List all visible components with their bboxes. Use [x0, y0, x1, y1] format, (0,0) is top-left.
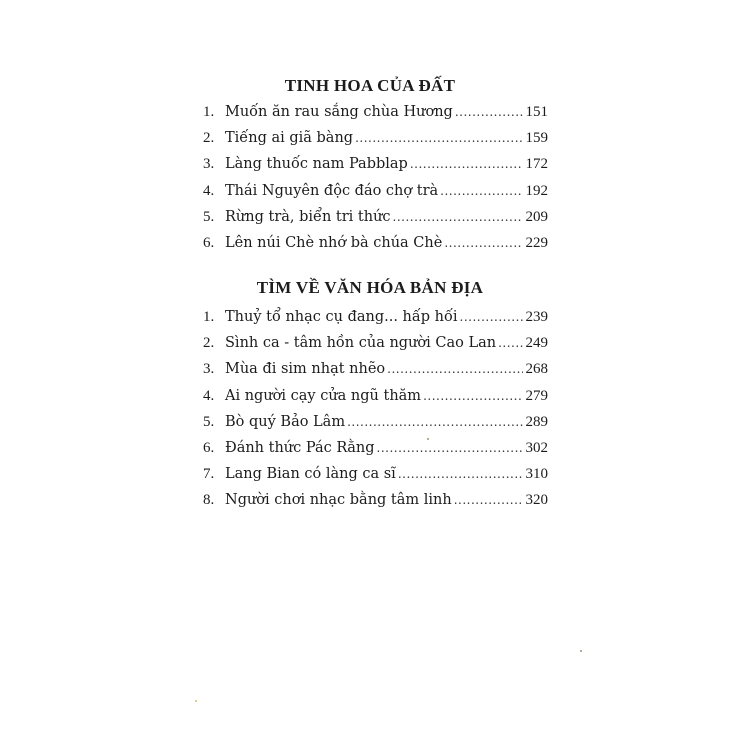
- entry-page-number: 159: [525, 130, 548, 147]
- toc-entry: [203, 209, 548, 235]
- toc-entry: [203, 492, 548, 518]
- toc-entry: [203, 235, 548, 261]
- entry-number: 1.: [203, 104, 215, 120]
- entry-number: 4.: [203, 387, 215, 404]
- entry-number: 7.: [203, 466, 215, 483]
- paper-speck: [427, 438, 429, 440]
- dot-leader: [498, 336, 522, 350]
- dot-leader: [393, 210, 523, 224]
- paper-speck: [580, 650, 582, 652]
- entry-number: 6.: [203, 234, 215, 251]
- entry-number: 1.: [203, 309, 215, 325]
- entry-number: 5.: [203, 208, 215, 225]
- dot-leader: [398, 467, 523, 481]
- entry-number: 2.: [203, 130, 215, 147]
- entry-title: Người chơi nhạc bằng tâm linh: [225, 492, 452, 509]
- dot-leader: [454, 493, 523, 507]
- entry-page-number: 172: [525, 156, 548, 173]
- toc-entry: [203, 466, 548, 492]
- entry-number: 4.: [203, 182, 215, 199]
- entry-page-number: 209: [525, 208, 548, 225]
- toc-entry: [203, 388, 548, 414]
- entry-title: Đánh thức Pác Rằng: [225, 439, 375, 456]
- section-title-tinh-hoa-cua-dat: TINH HOA CỦA ĐẤT: [284, 76, 456, 95]
- entry-title: Làng thuốc nam Pabblap: [225, 156, 408, 173]
- dot-leader: [377, 441, 523, 455]
- entry-title: Bò quý Bảo Lâm: [225, 413, 346, 430]
- toc-entry: [203, 440, 548, 466]
- entry-page-number: 239: [525, 309, 548, 325]
- toc-entry: [203, 414, 548, 440]
- entry-page-number: 320: [525, 492, 548, 509]
- entry-number: 8.: [203, 492, 215, 509]
- toc-entry: [203, 309, 548, 335]
- entry-number: 3.: [203, 156, 215, 173]
- toc-list-section-1: [203, 104, 548, 261]
- toc-entry: [203, 130, 548, 156]
- entry-title: Mùa đi sim nhạt nhẽo: [225, 361, 386, 378]
- entry-title: Tiếng ai giã bàng: [225, 130, 354, 147]
- toc-entry: [203, 104, 548, 130]
- dot-leader: [347, 415, 522, 429]
- toc-entry: [203, 361, 548, 387]
- dot-leader: [460, 310, 523, 324]
- dot-leader: [355, 131, 522, 145]
- entry-number: 5.: [203, 413, 215, 430]
- entry-title: Lang Bian có làng ca sĩ: [225, 466, 396, 483]
- entry-number: 2.: [203, 335, 215, 352]
- entry-page-number: 279: [525, 387, 548, 404]
- dot-leader: [440, 184, 522, 198]
- dot-leader: [444, 236, 522, 250]
- entry-page-number: 249: [525, 335, 548, 352]
- entry-title: Sình ca - tâm hồn của người Cao Lan: [225, 335, 497, 352]
- entry-title: Thái Nguyên độc đáo chợ trà: [225, 182, 439, 199]
- entry-title: Thuỷ tổ nhạc cụ đang... hấp hối: [225, 309, 458, 325]
- entry-page-number: 268: [525, 361, 548, 378]
- toc-entry: [203, 156, 548, 182]
- section-title-tim-ve-van-hoa-ban-dia: TÌM VỀ VĂN HÓA BẢN ĐỊA: [256, 278, 484, 297]
- entry-title: Muốn ăn rau sắng chùa Hương: [225, 104, 453, 120]
- entry-title: Lên núi Chè nhớ bà chúa Chè: [225, 234, 443, 251]
- entry-number: 6.: [203, 439, 215, 456]
- entry-number: 3.: [203, 361, 215, 378]
- entry-page-number: 310: [525, 466, 548, 483]
- paper-speck: [195, 700, 197, 702]
- entry-page-number: 302: [525, 439, 548, 456]
- dot-leader: [455, 105, 523, 119]
- toc-entry: [203, 335, 548, 361]
- toc-entry: [203, 183, 548, 209]
- entry-page-number: 151: [525, 104, 548, 120]
- entry-page-number: 192: [525, 182, 548, 199]
- dot-leader: [423, 389, 522, 403]
- entry-page-number: 229: [525, 234, 548, 251]
- toc-list-section-2: [203, 309, 548, 519]
- dot-leader: [410, 157, 523, 171]
- entry-page-number: 289: [525, 413, 548, 430]
- entry-title: Rừng trà, biển tri thức: [225, 208, 391, 225]
- entry-title: Ai người cạy cửa ngũ thăm: [225, 387, 422, 404]
- dot-leader: [387, 362, 522, 376]
